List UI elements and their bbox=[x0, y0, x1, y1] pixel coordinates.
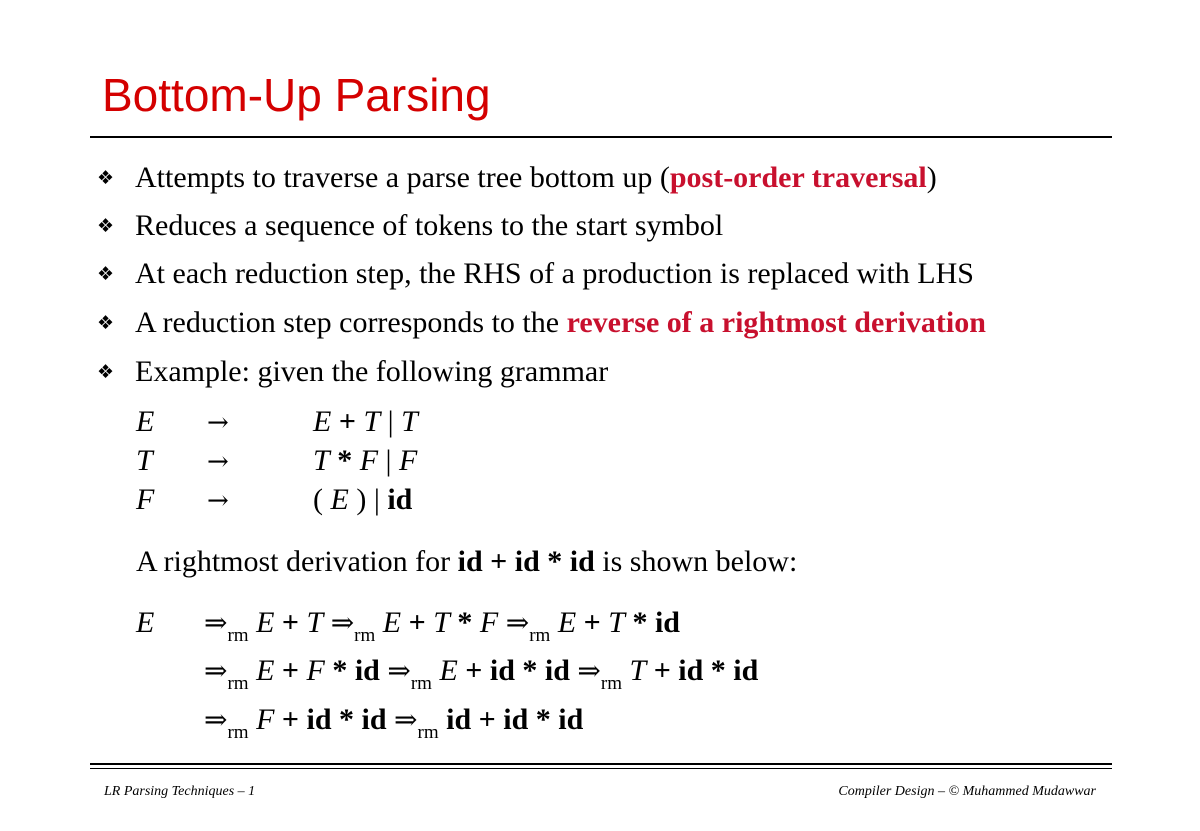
grammar-rhs: E + T | T bbox=[313, 405, 418, 438]
bullet-text: Reduces a sequence of tokens to the start symbol bbox=[135, 209, 724, 242]
bullet-item bbox=[97, 211, 723, 241]
bullet-text: A reduction step corresponds to the bbox=[135, 306, 567, 339]
bullet-item bbox=[97, 308, 986, 338]
bullet-emphasis: post-order traversal bbox=[669, 161, 927, 194]
derivation-intro: A rightmost derivation for id + id * id is shown below: bbox=[136, 545, 798, 578]
grammar-rhs: ( E ) | id bbox=[313, 483, 413, 516]
diamond-bullet-icon: ❖ bbox=[97, 361, 115, 383]
derivation-start: E bbox=[136, 606, 155, 639]
bullet-text: ) bbox=[926, 161, 937, 194]
bullet-item bbox=[97, 259, 974, 289]
grammar-rhs: T * F | F bbox=[313, 444, 418, 477]
bullet-text: Attempts to traverse a parse tree bottom up ( bbox=[135, 161, 670, 194]
right-arrow-icon: → bbox=[207, 447, 229, 477]
derivation-line: $\Rightarrow_{rm}$ E + T $\Rightarrow_{rm}$ E + T * F $\Rightarrow_{rm}$ E + T * id bbox=[204, 606, 680, 646]
grammar-lhs: E bbox=[136, 405, 155, 438]
diamond-bullet-icon: ❖ bbox=[97, 215, 115, 237]
diamond-bullet-icon: ❖ bbox=[97, 312, 115, 334]
bullet-text: At each reduction step, the RHS of a production is replaced with LHS bbox=[135, 257, 974, 290]
derivation-line: $\Rightarrow_{rm}$ E + F * id $\Rightarrow_{rm}$ E + id * id $\Rightarrow_{rm}$ T + id * id bbox=[204, 654, 759, 694]
derivation-line: $\Rightarrow_{rm}$ F + id * id $\Rightarrow_{rm}$ id + id * id bbox=[204, 703, 584, 743]
footer-divider bbox=[90, 763, 1112, 765]
slide-title: Bottom-Up Parsing bbox=[102, 69, 491, 121]
bullet-text: Example: given the following grammar bbox=[135, 355, 609, 388]
footer-left: LR Parsing Techniques – 1 bbox=[104, 784, 256, 799]
bullet-item bbox=[97, 357, 608, 387]
footer-divider bbox=[90, 768, 1112, 769]
title-divider bbox=[90, 136, 1112, 138]
grammar-lhs: T bbox=[136, 444, 153, 477]
footer-right: Compiler Design – © Muhammed Mudawwar bbox=[838, 784, 1096, 799]
diamond-bullet-icon: ❖ bbox=[97, 263, 115, 285]
bullet-emphasis: reverse of a rightmost derivation bbox=[566, 306, 986, 339]
bullet-item bbox=[97, 163, 937, 193]
right-arrow-icon: → bbox=[207, 486, 229, 516]
grammar-lhs: F bbox=[136, 483, 155, 516]
right-arrow-icon: → bbox=[207, 408, 229, 438]
diamond-bullet-icon: ❖ bbox=[97, 167, 115, 189]
